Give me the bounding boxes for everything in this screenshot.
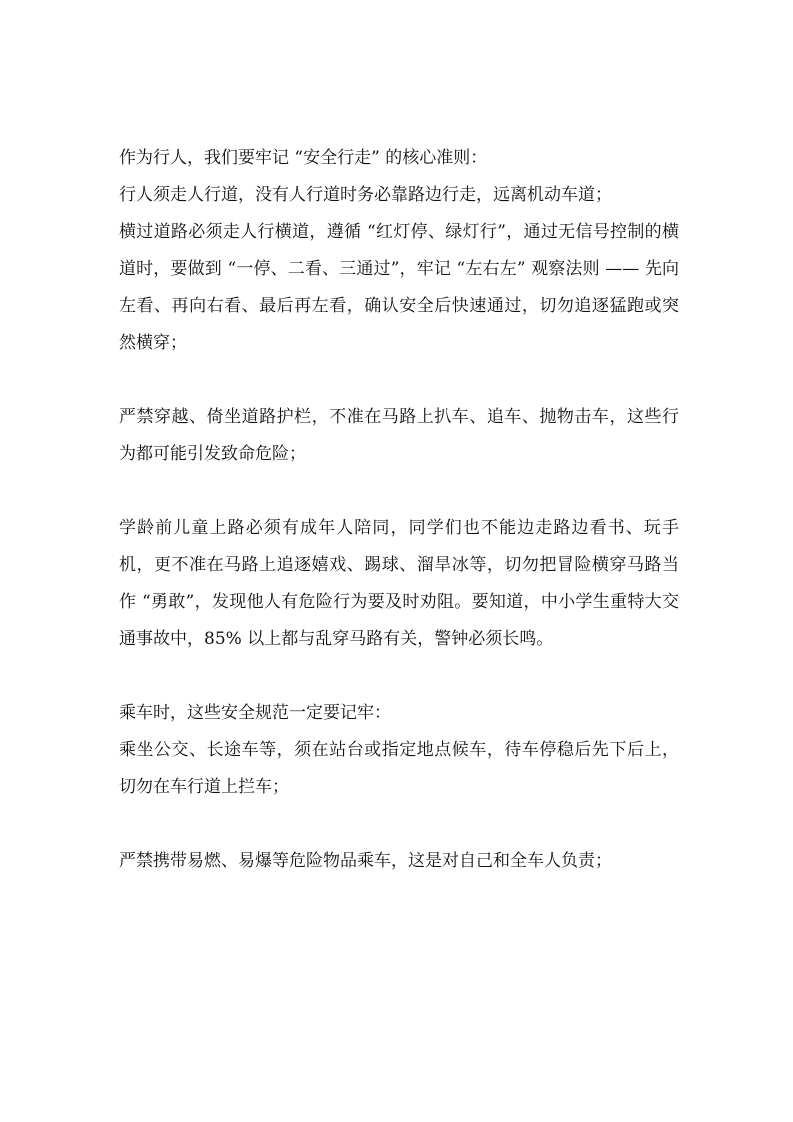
paragraph-guardrail-rule: 严禁穿越、倚坐道路护栏，不准在马路上扒车、追车、抛物击车，这些行为都可能引发致命危险； — [119, 407, 679, 464]
paragraph-spacer — [119, 806, 679, 843]
paragraph-sidewalk-rule: 行人须走人行道，没有人行道时务必靠路边行走，远离机动车道； — [119, 185, 612, 205]
paragraph-spacer — [119, 362, 679, 399]
paragraph-riding-intro: 乘车时，这些安全规范一定要记牢： — [119, 703, 391, 723]
paragraph-boarding-rule: 乘坐公交、长途车等，须在站台或指定地点候车，待车停稳后先下后上，切勿在车行道上拦车； — [119, 740, 679, 797]
paragraph-crosswalk-rule: 横过道路必须走人行横道，遵循 “红灯停、绿灯行”，通过无信号控制的横道时，要做到 “一停、二看、三通过”，牢记 “左右左” 观察法则 —— 先向左看、再向右看、最后再左看，确认安全后快速通过，切勿追逐猛跑或突然横穿； — [119, 222, 679, 353]
paragraph-spacer — [119, 473, 679, 510]
paragraph-children-rule: 学龄前儿童上路必须有成年人陪同，同学们也不能边走路边看书、玩手机，更不准在马路上追逐嬉戏、踢球、溜旱冰等，切勿把冒险横穿马路当作 “勇敢”，发现他人有危险行为要及时劝阻。要知道，中小学生重特大交通事故中，85% 以上都与乱穿马路有关，警钟必须长鸣。 — [119, 518, 679, 649]
paragraph-hazard-rule: 严禁携带易燃、易爆等危险物品乘车，这是对自己和全车人负责； — [119, 851, 612, 871]
document-body — [119, 140, 679, 880]
paragraph-pedestrian-intro: 作为行人，我们要牢记 “安全行走” 的核心准则： — [119, 148, 488, 168]
paragraph-spacer — [119, 658, 679, 695]
